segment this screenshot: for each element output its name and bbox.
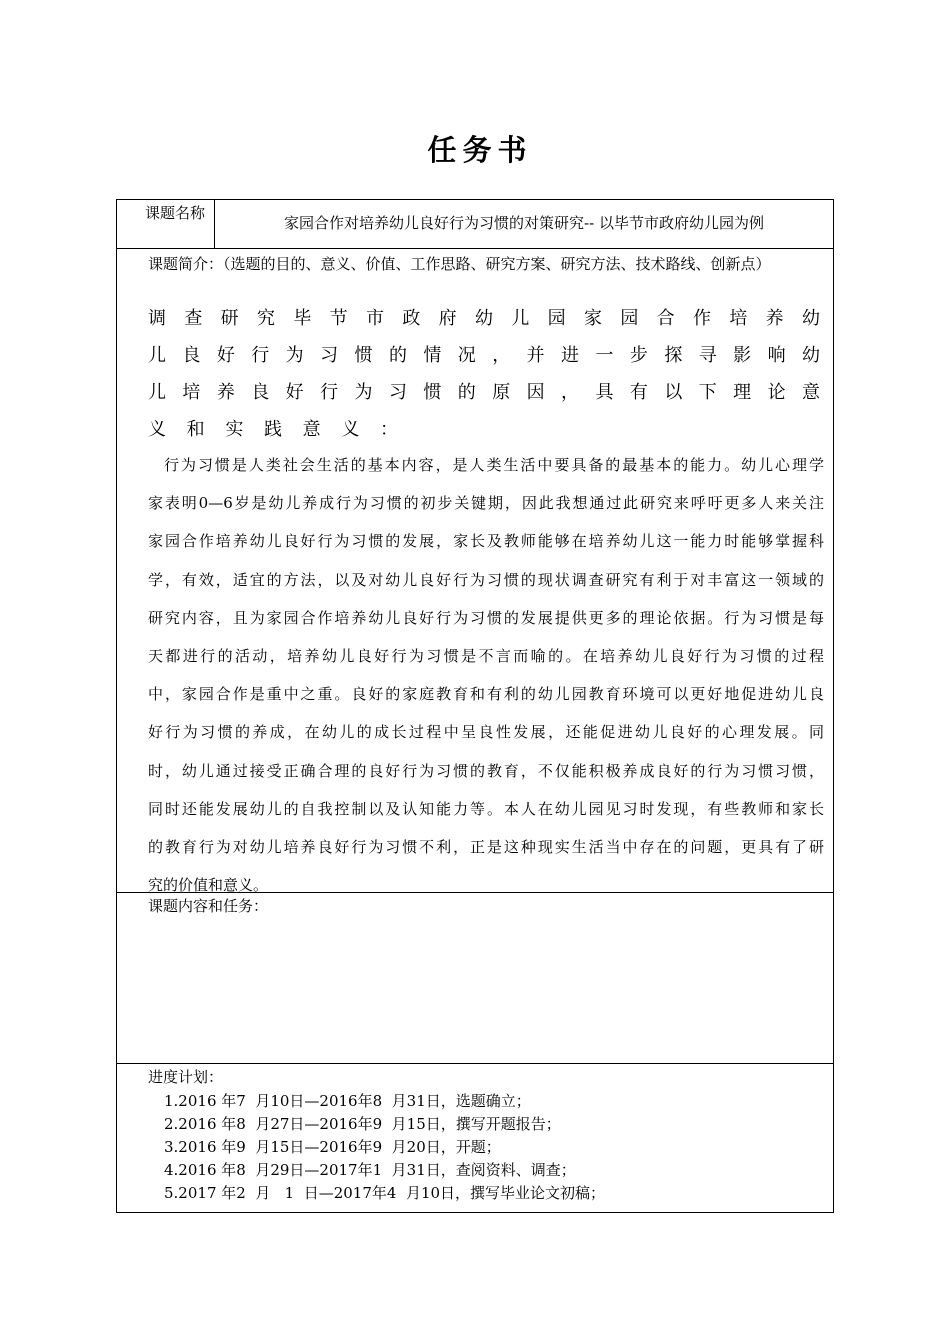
content-heading: 课题内容和任务： xyxy=(148,897,269,915)
progress-item: 2.2016 年8 月27日—2016年9 月15日，撰写开题报告； xyxy=(164,1115,561,1133)
body-line: 同时还能发展幼儿的自我控制以及认知能力等。本人在幼儿园见习时发现，有些教师和家长 xyxy=(148,799,824,818)
intro-spread-line: 儿培养良好行为习惯的原因，具有以下理论意 xyxy=(148,382,820,403)
intro-spread-text xyxy=(148,300,820,411)
intro-spread-last-line: 义和实践意义： xyxy=(148,419,398,440)
progress-item: 1.2016 年7 月10日—2016年8 月31日，选题确立； xyxy=(164,1092,531,1110)
intro-spread-line: 儿良好行为习惯的情况，并进一步探寻影响幼 xyxy=(148,345,820,366)
body-line: 家园合作培养幼儿良好行为习惯的发展，家长及教师能够在培养幼儿这一能力时能够掌握科 xyxy=(148,532,824,551)
body-line: 研究内容，且为家园合作培养幼儿良好行为习惯的发展提供更多的理论依据。行为习惯是每 xyxy=(148,608,824,627)
intro-body-paragraph xyxy=(148,446,824,904)
topic-name-value: 家园合作对培养幼儿良好行为习惯的对策研究-- 以毕节市政府幼儿园为例 xyxy=(284,214,764,232)
document-title: 任务书 xyxy=(427,133,533,167)
body-line: 的教育行为对幼儿培养良好行为习惯不利，正是这种现实生活当中存在的问题，更具有了研 xyxy=(148,837,824,856)
body-line: 中，家园合作是重中之重。良好的家庭教育和有利的幼儿园教育环境可以更好地促进幼儿良 xyxy=(148,685,824,704)
body-line: 究的价值和意义。 xyxy=(148,876,269,895)
body-line: 好行为习惯的养成，在幼儿的成长过程中呈良性发展，还能促进幼儿良好的心理发展。同 xyxy=(148,723,824,742)
progress-item: 3.2016 年9 月15日—2016年9 月20日，开题； xyxy=(164,1138,501,1156)
body-line: 行为习惯是人类社会生活的基本内容，是人类生活中要具备的最基本的能力。幼儿心理学 xyxy=(164,456,824,474)
progress-item: 5.2017 年2 月 1 日—2017年4 月10日，撰写毕业论文初稿； xyxy=(164,1184,606,1202)
row-divider-topic xyxy=(116,248,834,249)
row-divider-content xyxy=(116,1063,834,1064)
intro-spread-line: 调查研究毕节市政府幼儿园家园合作培养幼 xyxy=(148,308,820,329)
body-line: 时，幼儿通过接受正确合理的良好行为习惯的教育，不仅能积极养成良好的行为习惯习惯， xyxy=(148,761,824,780)
topic-name-label: 课题名称 xyxy=(144,204,205,222)
body-line: 学，有效，适宜的方法，以及对幼儿良好行为习惯的现状调查研究有利于对丰富这一领域的 xyxy=(148,570,824,589)
progress-heading: 进度计划： xyxy=(148,1068,224,1086)
progress-list xyxy=(164,1090,605,1205)
intro-heading: 课题简介：（选题的目的、意义、价值、工作思路、研究方案、研究方法、技术路线、创新点） xyxy=(148,255,771,273)
body-line: 天都进行的活动，培养幼儿良好行为习惯是不言而喻的。在培养幼儿良好行为习惯的过程 xyxy=(148,646,824,665)
progress-item: 4.2016 年8 月29日—2017年1 月31日，查阅资料、调查； xyxy=(164,1161,576,1179)
body-line: 家表明0—6岁是幼儿养成行为习惯的初步关键期，因此我想通过此研究来呼吁更多人来关注 xyxy=(148,494,824,513)
